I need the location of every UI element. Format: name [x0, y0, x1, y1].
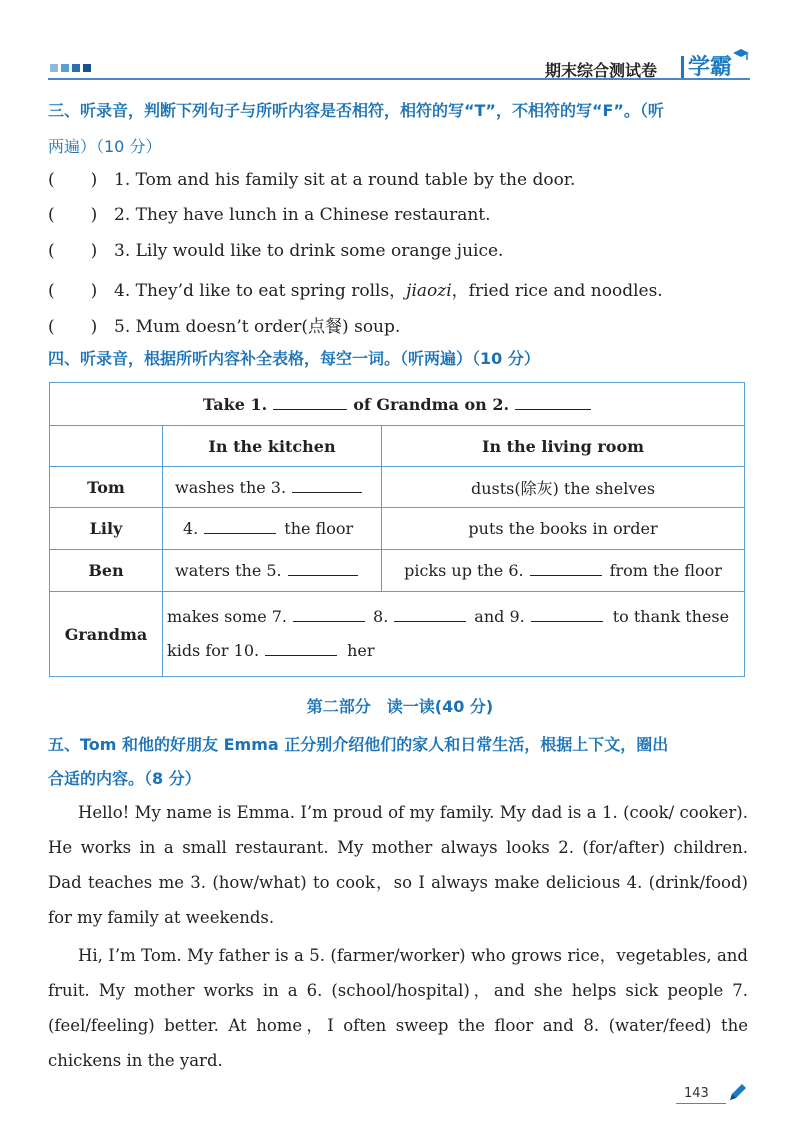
passage-tom: Hi, I’m Tom. My father is a 5. (farmer/worker) who grows rice，vegetables, and fruit. My mother works in a 6. (school/hospital)，and she helps sick people 7. (feel/feeling) better. At home，I often sweep the floor and 8. (water/feed) the chickens in the yard. — [48, 946, 748, 1070]
table-row: Tom washes the 3. dusts(除灰) the shelves — [50, 467, 745, 508]
part2-title: 第二部分 读一读(40 分) — [306, 697, 494, 716]
judge-item: ( ) 4. They’d like to eat spring rolls，jiaozi，fried rice and noodles. — [48, 281, 663, 301]
table-title: Take 1. of Grandma on 2. — [50, 383, 745, 426]
section3-heading: 三、听录音，判断下列句子与所听内容是否相符，相符的写“T”，不相符的写“F”。（听 — [48, 101, 664, 120]
header-separator — [681, 56, 684, 78]
row-name: Lily — [50, 508, 163, 550]
judge-item: ( ) 1. Tom and his family sit at a round table by the door. — [48, 170, 576, 190]
section3-heading-cont: 两遍）（10 分） — [48, 137, 162, 156]
column-header-living-room: In the living room — [382, 426, 745, 467]
answer-blank-1[interactable] — [273, 409, 347, 410]
pencil-icon — [727, 1083, 747, 1103]
table-row: Lily 4. the floor puts the books in order — [50, 508, 745, 550]
section5-heading: 五、Tom 和他的好朋友 Emma 正分别介绍他们的家人和日常生活，根据上下文，圈出 — [48, 735, 669, 754]
section4-heading: 四、听录音，根据所听内容补全表格，每空一词。（听两遍）（10 分） — [48, 349, 540, 368]
answer-blank-6[interactable] — [530, 575, 602, 576]
answer-blank-3[interactable] — [292, 492, 362, 493]
answer-blank-9[interactable] — [531, 621, 603, 622]
answer-blank-10[interactable] — [265, 655, 337, 656]
fill-in-table — [49, 382, 745, 677]
table-row: Grandma makes some 7. 8. and 9. to thank these kids for 10. her — [50, 592, 745, 677]
column-header-kitchen: In the kitchen — [163, 426, 382, 467]
judge-item: ( ) 2. They have lunch in a Chinese restaurant. — [48, 205, 491, 225]
passage-emma: Hello! My name is Emma. I’m proud of my family. My dad is a 1. (cook/ cooker). He works in a small restaurant. My mother always looks 2. (for/after) children. Dad teaches me 3. (how/what) to cook，so I always make delicious 4. (drink/food) for my family at weekends. — [48, 803, 748, 927]
answer-blank-2[interactable] — [515, 409, 591, 410]
footer-rule — [676, 1103, 726, 1104]
graduation-cap-icon — [732, 48, 750, 62]
header-title: 期末综合测试卷 — [545, 61, 658, 80]
brand-logo: 学霸 — [688, 55, 733, 80]
answer-blank-4[interactable] — [204, 533, 276, 534]
row-name: Tom — [50, 467, 163, 508]
page-number: 143 — [684, 1086, 709, 1101]
judge-item: ( ) 5. Mum doesn’t order(点餐) soup. — [48, 317, 401, 337]
row-name: Ben — [50, 550, 163, 592]
table-row: Ben waters the 5. picks up the 6. from the floor — [50, 550, 745, 592]
row-name: Grandma — [50, 592, 163, 677]
answer-blank-7[interactable] — [293, 621, 365, 622]
answer-blank-8[interactable] — [394, 621, 466, 622]
section5-heading-cont: 合适的内容。（8 分） — [48, 769, 201, 788]
answer-blank-5[interactable] — [288, 575, 358, 576]
header-decoration — [50, 64, 91, 72]
judge-item: ( ) 3. Lily would like to drink some orange juice. — [48, 241, 504, 261]
